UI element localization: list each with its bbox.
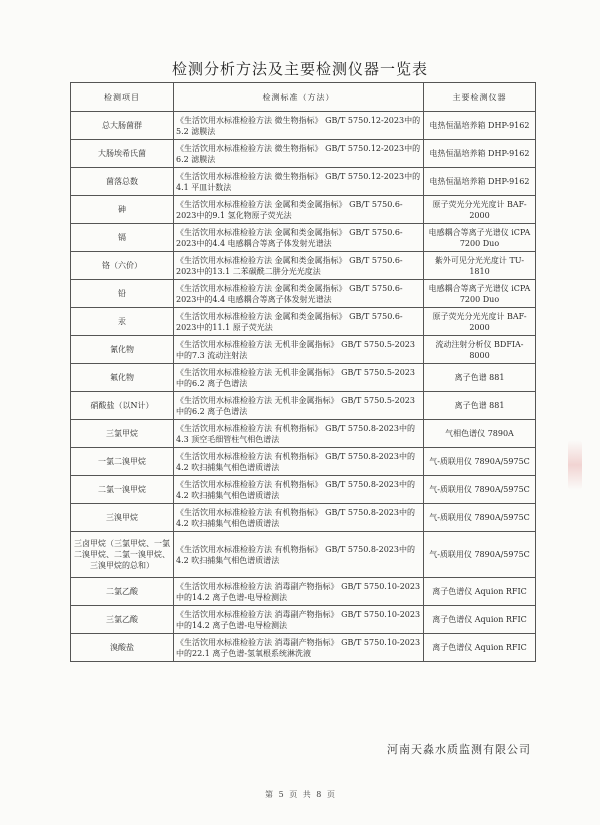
header-standard: 检测标准（方法） <box>174 83 424 112</box>
standard-cell: 《生活饮用水标准检验方法 微生物指标》 GB/T 5750.12-2023中的4.1 平皿计数法 <box>174 168 424 196</box>
header-instrument: 主要检测仪器 <box>424 83 536 112</box>
table-row <box>71 364 536 392</box>
test-item-cell: 硝酸盐（以N计） <box>71 392 174 420</box>
instrument-cell: 紫外可见分光光度计 TU-1810 <box>424 252 536 280</box>
standard-cell: 《生活饮用水标准检验方法 金属和类金属指标》 GB/T 5750.6-2023中的4.4 电感耦合等离子体发射光谱法 <box>174 280 424 308</box>
instrument-cell: 离子色谱 881 <box>424 364 536 392</box>
table-row <box>71 196 536 224</box>
test-item-cell: 镉 <box>71 224 174 252</box>
standard-cell: 《生活饮用水标准检验方法 无机非金属指标》 GB/T 5750.5-2023中的7.3 流动注射法 <box>174 336 424 364</box>
test-item-cell: 三溴甲烷 <box>71 504 174 532</box>
table-row <box>71 532 536 578</box>
instrument-cell: 原子荧光分光光度计 BAF-2000 <box>424 308 536 336</box>
instrument-cell: 电感耦合等离子光谱仪 iCPA 7200 Duo <box>424 280 536 308</box>
instrument-cell: 电热恒温培养箱 DHP-9162 <box>424 112 536 140</box>
table-row <box>71 578 536 606</box>
table-row <box>71 140 536 168</box>
table-row <box>71 336 536 364</box>
page-number: 第 5 页 共 8 页 <box>265 790 335 799</box>
standard-cell: 《生活饮用水标准检验方法 消毒副产物指标》 GB/T 5750.10-2023中的14.2 离子色谱-电导检测法 <box>174 606 424 634</box>
table-row <box>71 224 536 252</box>
instrument-cell: 电热恒温培养箱 DHP-9162 <box>424 140 536 168</box>
test-item-cell: 三氯甲烷 <box>71 420 174 448</box>
test-item-cell: 总大肠菌群 <box>71 112 174 140</box>
table-row <box>71 448 536 476</box>
test-item-cell: 大肠埃希氏菌 <box>71 140 174 168</box>
instrument-cell: 气-质联用仪 7890A/5975C <box>424 476 536 504</box>
test-item-cell: 砷 <box>71 196 174 224</box>
test-item-cell: 溴酸盐 <box>71 634 174 662</box>
instrument-cell: 气-质联用仪 7890A/5975C <box>424 504 536 532</box>
table-row <box>71 252 536 280</box>
instrument-cell: 离子色谱仪 Aquion RFIC <box>424 634 536 662</box>
standard-cell: 《生活饮用水标准检验方法 金属和类金属指标》 GB/T 5750.6-2023中的13.1 二苯碳酰二肼分光光度法 <box>174 252 424 280</box>
page-title: 检测分析方法及主要检测仪器一览表 <box>171 60 428 78</box>
seal-stamp <box>568 440 582 490</box>
instrument-cell: 气-质联用仪 7890A/5975C <box>424 532 536 578</box>
test-item-cell: 铅 <box>71 280 174 308</box>
table-row <box>71 504 536 532</box>
standard-cell: 《生活饮用水标准检验方法 无机非金属指标》 GB/T 5750.5-2023中的6.2 离子色谱法 <box>174 392 424 420</box>
standard-cell: 《生活饮用水标准检验方法 金属和类金属指标》 GB/T 5750.6-2023中的4.4 电感耦合等离子体发射光谱法 <box>174 224 424 252</box>
table-row <box>71 420 536 448</box>
instrument-cell: 气-质联用仪 7890A/5975C <box>424 448 536 476</box>
standard-cell: 《生活饮用水标准检验方法 金属和类金属指标》 GB/T 5750.6-2023中的9.1 氢化物原子荧光法 <box>174 196 424 224</box>
standard-cell: 《生活饮用水标准检验方法 消毒副产物指标》 GB/T 5750.10-2023中的14.2 离子色谱-电导检测法 <box>174 578 424 606</box>
standard-cell: 《生活饮用水标准检验方法 无机非金属指标》 GB/T 5750.5-2023中的6.2 离子色谱法 <box>174 364 424 392</box>
standard-cell: 《生活饮用水标准检验方法 有机物指标》 GB/T 5750.8-2023中的4.3 顶空毛细管柱气相色谱法 <box>174 420 424 448</box>
test-item-cell: 汞 <box>71 308 174 336</box>
standard-cell: 《生活饮用水标准检验方法 有机物指标》 GB/T 5750.8-2023中的4.2 吹扫捕集气相色谱质谱法 <box>174 504 424 532</box>
method-instrument-table <box>70 82 536 662</box>
standard-cell: 《生活饮用水标准检验方法 有机物指标》 GB/T 5750.8-2023中的4.2 吹扫捕集气相色谱质谱法 <box>174 532 424 578</box>
standard-cell: 《生活饮用水标准检验方法 微生物指标》 GB/T 5750.12-2023中的6.2 滤膜法 <box>174 140 424 168</box>
test-item-cell: 铬（六价） <box>71 252 174 280</box>
table-row <box>71 168 536 196</box>
instrument-cell: 离子色谱仪 Aquion RFIC <box>424 606 536 634</box>
test-item-cell: 二氯乙酸 <box>71 578 174 606</box>
table-row <box>71 392 536 420</box>
standard-cell: 《生活饮用水标准检验方法 金属和类金属指标》 GB/T 5750.6-2023中的11.1 原子荧光法 <box>174 308 424 336</box>
table-row <box>71 476 536 504</box>
standard-cell: 《生活饮用水标准检验方法 微生物指标》 GB/T 5750.12-2023中的5.2 滤膜法 <box>174 112 424 140</box>
test-item-cell: 一氯二溴甲烷 <box>71 448 174 476</box>
instrument-cell: 电热恒温培养箱 DHP-9162 <box>424 168 536 196</box>
instrument-cell: 电感耦合等离子光谱仪 iCPA 7200 Duo <box>424 224 536 252</box>
table-row <box>71 606 536 634</box>
test-item-cell: 氰化物 <box>71 336 174 364</box>
test-item-cell: 氟化物 <box>71 364 174 392</box>
header-item: 检测项目 <box>71 83 174 112</box>
table-row <box>71 280 536 308</box>
instrument-cell: 离子色谱仪 Aquion RFIC <box>424 578 536 606</box>
standard-cell: 《生活饮用水标准检验方法 消毒副产物指标》 GB/T 5750.10-2023中的22.1 离子色谱-氢氧根系统淋洗液 <box>174 634 424 662</box>
table-row <box>71 634 536 662</box>
table-header-row <box>71 83 536 112</box>
instrument-cell: 原子荧光分光光度计 BAF-2000 <box>424 196 536 224</box>
test-item-cell: 二氯一溴甲烷 <box>71 476 174 504</box>
table-row <box>71 308 536 336</box>
test-item-cell: 菌落总数 <box>71 168 174 196</box>
instrument-cell: 气相色谱仪 7890A <box>424 420 536 448</box>
test-item-cell: 三氯乙酸 <box>71 606 174 634</box>
company-name: 河南天淼水质监测有限公司 <box>387 743 531 756</box>
standard-cell: 《生活饮用水标准检验方法 有机物指标》 GB/T 5750.8-2023中的4.2 吹扫捕集气相色谱质谱法 <box>174 476 424 504</box>
instrument-cell: 离子色谱 881 <box>424 392 536 420</box>
standard-cell: 《生活饮用水标准检验方法 有机物指标》 GB/T 5750.8-2023中的4.2 吹扫捕集气相色谱质谱法 <box>174 448 424 476</box>
table-row <box>71 112 536 140</box>
test-item-cell: 三卤甲烷（三氯甲烷、一氯二溴甲烷、二氯一溴甲烷、三溴甲烷的总和） <box>71 532 174 578</box>
instrument-cell: 流动注射分析仪 BDFIA-8000 <box>424 336 536 364</box>
